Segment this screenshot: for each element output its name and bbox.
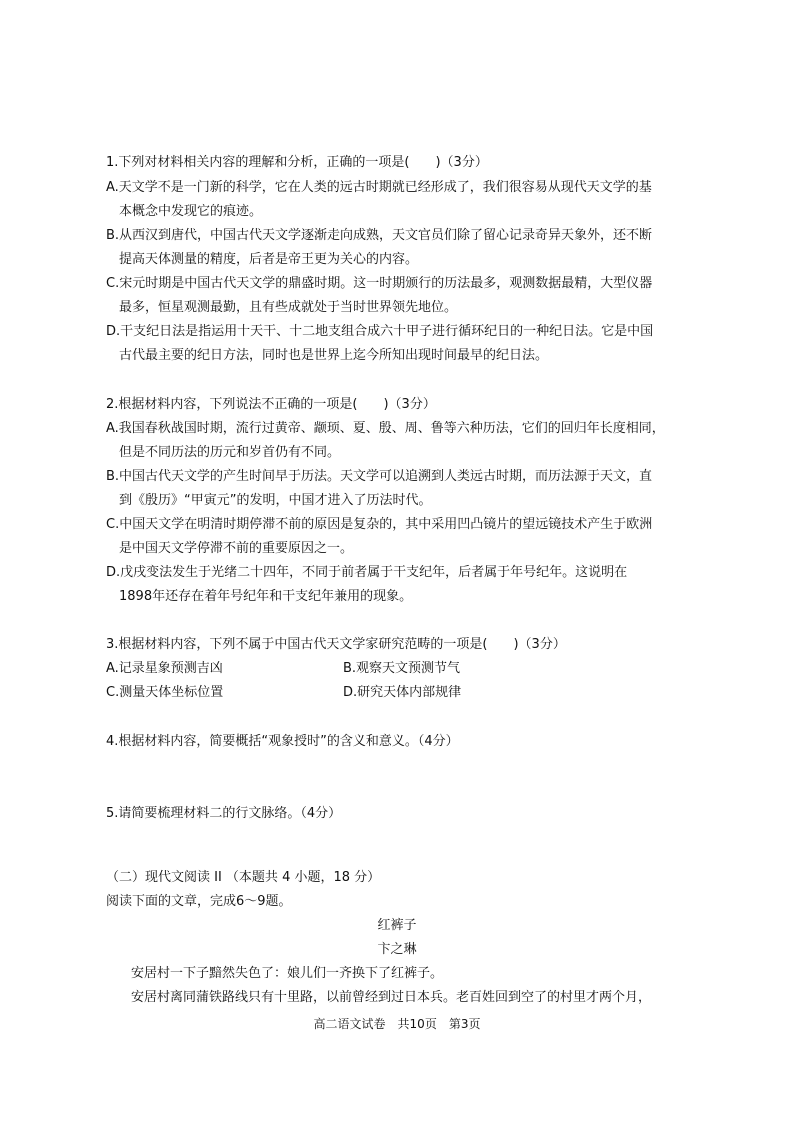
question-1-option-a-cont: 本概念中发现它的痕迹。 (119, 204, 263, 219)
question-2-option-c: C.中国天文学在明清时期停滞不前的原因是复杂的，其中采用凹凸镜片的望远镜技术产生于欧洲 (106, 517, 653, 532)
page-footer: 高二语文试卷 共10页 第3页 (313, 1017, 481, 1031)
question-1-option-b-cont: 提高天体测量的精度，后者是帝王更为关心的内容。 (119, 252, 419, 267)
question-3-option-a: A.记录星象预测吉凶 (106, 661, 223, 676)
question-1-option-d-cont: 古代最主要的纪日方法，同时也是世界上迄今所知出现时间最早的纪日法。 (119, 348, 549, 363)
question-4-stem: 4.根据材料内容，简要概括“观象授时”的含义和意义。（4分） (106, 734, 459, 749)
question-2-option-a: A.我国春秋战国时期，流行过黄帝、颛顼、夏、殷、周、鲁等六种历法，它们的回归年长度相同， (106, 421, 665, 436)
question-2-stem: 2.根据材料内容，下列说法不正确的一项是( )（3分） (106, 397, 436, 412)
question-2-option-d: D.戊戌变法发生于光绪二十四年，不同于前者属于干支纪年，后者属于年号纪年。这说明在 (106, 565, 628, 580)
question-2-option-d-cont: 1898年还存在着年号纪年和干支纪年兼用的现象。 (119, 589, 413, 604)
question-2-option-b: B.中国古代天文学的产生时间早于历法。天文学可以追溯到人类远古时期，而历法源于天文，直 (106, 469, 653, 484)
question-3-option-b: B.观察天文预测节气 (343, 661, 461, 676)
question-3-stem: 3.根据材料内容，下列不属于中国古代天文学家研究范畴的一项是( )（3分） (106, 637, 566, 652)
question-2-option-a-cont: 但是不同历法的历元和岁首仍有不同。 (119, 445, 341, 460)
question-1-option-c-cont: 最多，恒星观测最勤，且有些成就处于当时世界领先地位。 (119, 300, 458, 315)
section-heading: （二）现代文阅读 II （本题共 4 小题，18 分） (106, 870, 381, 885)
article-title: 红裤子 (377, 918, 417, 933)
question-1-stem: 1.下列对材料相关内容的理解和分析，正确的一项是( )（3分） (106, 155, 488, 170)
question-1-option-c: C.宋元时期是中国古代天文学的鼎盛时期。这一时期颁行的历法最多，观测数据最精，大型仪器 (106, 276, 653, 291)
question-2-option-b-cont: 到《殷历》“甲寅元”的发明，中国才进入了历法时代。 (119, 493, 432, 508)
article-paragraph-1: 安居村一下子黯然失色了：娘儿们一齐换下了红裤子。 (131, 966, 444, 981)
section-instruction: 阅读下面的文章，完成6～9题。 (106, 894, 292, 909)
question-1-option-b: B.从西汉到唐代，中国古代天文学逐渐走向成熟，天文官员们除了留心记录奇异天象外，还不断 (106, 228, 653, 243)
article-author: 卞之琳 (377, 942, 417, 957)
question-3-option-d: D.研究天体内部规律 (343, 685, 462, 700)
question-1-option-a: A.天文学不是一门新的科学，它在人类的远古时期就已经形成了，我们很容易从现代天文学的基 (106, 180, 652, 195)
question-5-stem: 5.请简要梳理材料二的行文脉络。（4分） (106, 806, 342, 821)
question-1-option-d: D.干支纪日法是指运用十天干、十二地支组合成六十甲子进行循环纪日的一种纪日法。它是中国 (106, 324, 654, 339)
article-paragraph-2: 安居村离同蒲铁路线只有十里路，以前曾经到过日本兵。老百姓回到空了的村里才两个月， (131, 990, 652, 1005)
question-2-option-c-cont: 是中国天文学停滞不前的重要原因之一。 (119, 541, 354, 556)
question-3-option-c: C.测量天体坐标位置 (106, 685, 224, 700)
